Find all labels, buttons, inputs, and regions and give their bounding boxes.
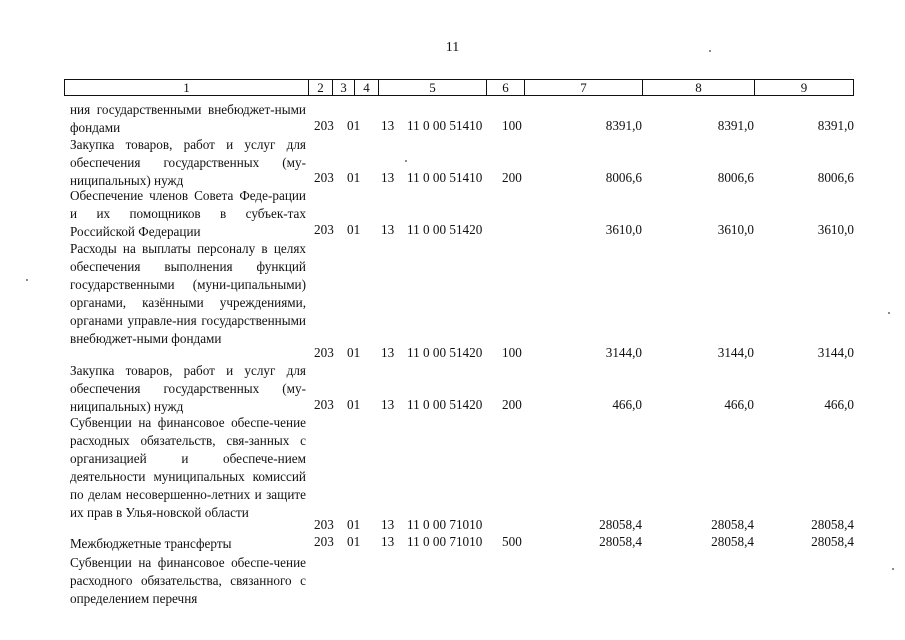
scan-speck xyxy=(709,50,711,52)
row-code-col5: 11 0 00 51420 xyxy=(407,222,483,237)
row-code-col2: 203 xyxy=(314,222,334,237)
row-code-col2: 203 xyxy=(314,397,334,412)
row-description: Расходы на выплаты персоналу в целях обеспечения выполнения функций государственными (муни-ципальными) органами, казёнными учреждениями, органами управле-ния государственными внебюджет-ными фондами xyxy=(70,241,306,346)
row-value-col8: 3610,0 xyxy=(717,222,754,237)
page-number: 11 xyxy=(445,40,460,55)
row-code-col4: 13 xyxy=(381,222,395,237)
row-code-col6: 100 xyxy=(502,345,522,360)
row-value-col8: 28058,4 xyxy=(711,534,754,549)
row-value-col7: 8391,0 xyxy=(605,118,642,133)
row-value-col8: 3144,0 xyxy=(717,345,754,360)
scan-speck xyxy=(888,312,890,314)
row-code-col6: 100 xyxy=(502,118,522,133)
row-code-col3: 01 xyxy=(347,118,361,133)
row-code-col5: 11 0 00 51410 xyxy=(407,118,483,133)
row-value-col7: 3144,0 xyxy=(605,345,642,360)
row-value-col9: 3144,0 xyxy=(817,345,854,360)
header-col-4: 4 xyxy=(355,80,379,95)
row-code-col4: 13 xyxy=(381,517,395,532)
scan-speck xyxy=(405,160,407,162)
header-col-5: 5 xyxy=(379,80,487,95)
row-code-col2: 203 xyxy=(314,118,334,133)
row-code-col4: 13 xyxy=(381,118,395,133)
header-col-2: 2 xyxy=(309,80,333,95)
row-code-col4: 13 xyxy=(381,397,395,412)
row-code-col2: 203 xyxy=(314,345,334,360)
row-value-col9: 28058,4 xyxy=(811,517,854,532)
row-value-col8: 8391,0 xyxy=(717,118,754,133)
row-value-col7: 8006,6 xyxy=(605,170,642,185)
row-value-col8: 28058,4 xyxy=(711,517,754,532)
row-code-col3: 01 xyxy=(347,170,361,185)
row-code-col4: 13 xyxy=(381,170,395,185)
row-code-col3: 01 xyxy=(347,534,361,549)
row-description: Субвенции на финансовое обеспе-чение расходных обязательств, свя-занных с организацией и обеспече-нием деятельности муниципальных комиссий по делам несовершенно-летних и защите их прав в Улья-новской области xyxy=(70,415,306,520)
row-code-col4: 13 xyxy=(381,345,395,360)
header-col-8: 8 xyxy=(643,80,755,95)
row-code-col6: 500 xyxy=(502,534,522,549)
row-code-col6: 200 xyxy=(502,397,522,412)
row-value-col9: 8391,0 xyxy=(817,118,854,133)
row-value-col8: 8006,6 xyxy=(717,170,754,185)
row-code-col3: 01 xyxy=(347,397,361,412)
row-code-col5: 11 0 00 71010 xyxy=(407,534,483,549)
row-code-col5: 11 0 00 51410 xyxy=(407,170,483,185)
row-value-col9: 28058,4 xyxy=(811,534,854,549)
row-code-col5: 11 0 00 71010 xyxy=(407,517,483,532)
row-value-col7: 466,0 xyxy=(612,397,642,412)
row-code-col4: 13 xyxy=(381,534,395,549)
scan-speck xyxy=(26,279,28,281)
row-value-col7: 28058,4 xyxy=(599,517,642,532)
header-col-3: 3 xyxy=(333,80,355,95)
row-description: Закупка товаров, работ и услуг для обеспечения государственных (му-ниципальных) нужд xyxy=(70,137,306,188)
row-description: Субвенции на финансовое обеспе-чение расходного обязательства, связанного с определением перечня xyxy=(70,555,306,606)
row-value-col8: 466,0 xyxy=(724,397,754,412)
row-code-col5: 11 0 00 51420 xyxy=(407,397,483,412)
row-code-col3: 01 xyxy=(347,222,361,237)
row-value-col7: 3610,0 xyxy=(605,222,642,237)
row-code-col3: 01 xyxy=(347,345,361,360)
header-col-9: 9 xyxy=(800,80,808,95)
header-col-6: 6 xyxy=(487,80,525,95)
row-description: ния государственными внебюджет-ными фондами xyxy=(70,102,306,135)
row-code-col3: 01 xyxy=(347,517,361,532)
header-col-7: 7 xyxy=(525,80,643,95)
row-code-col2: 203 xyxy=(314,534,334,549)
row-value-col9: 3610,0 xyxy=(817,222,854,237)
table-header-row xyxy=(64,79,854,96)
row-description: Закупка товаров, работ и услуг для обеспечения государственных (му-ниципальных) нужд xyxy=(70,363,306,414)
row-value-col9: 466,0 xyxy=(824,397,854,412)
row-code-col2: 203 xyxy=(314,170,334,185)
row-code-col6: 200 xyxy=(502,170,522,185)
header-col-1: 1 xyxy=(65,80,309,95)
row-description: Обеспечение членов Совета Феде-рации и их помощников в субъек-тах Российской Федерации xyxy=(70,188,306,239)
row-value-col9: 8006,6 xyxy=(817,170,854,185)
row-code-col5: 11 0 00 51420 xyxy=(407,345,483,360)
scan-speck xyxy=(892,568,894,570)
row-code-col2: 203 xyxy=(314,517,334,532)
row-description: Межбюджетные трансферты xyxy=(70,536,232,551)
row-value-col7: 28058,4 xyxy=(599,534,642,549)
